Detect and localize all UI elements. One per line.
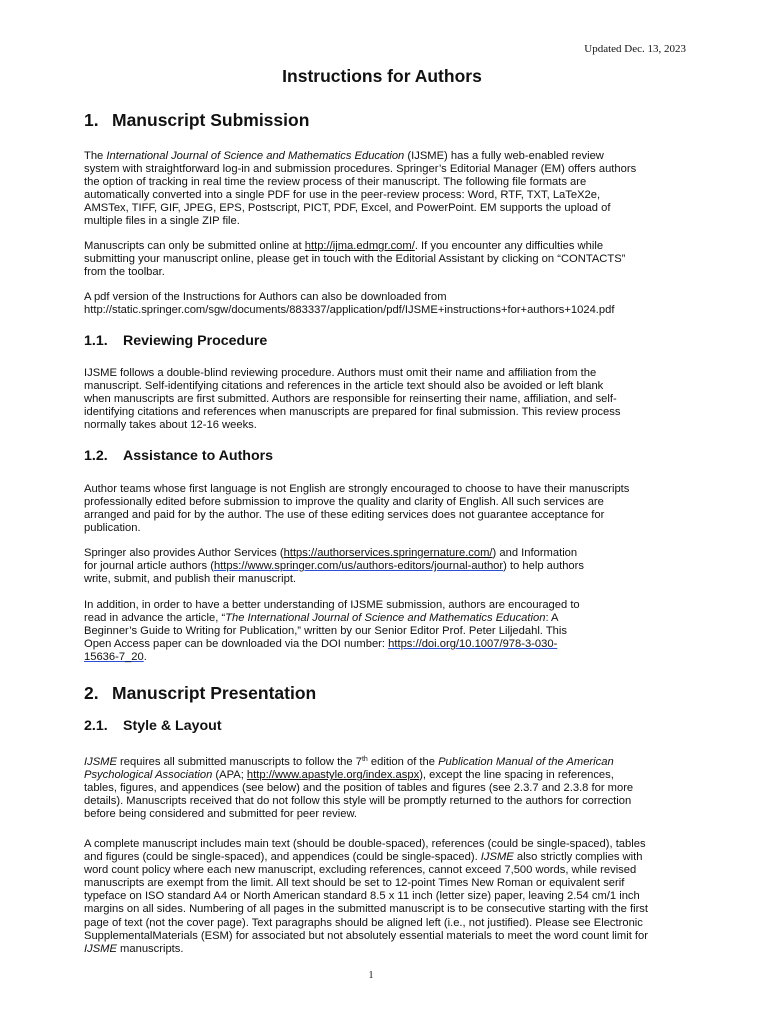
section-heading-manuscript-presentation: 2. Manuscript Presentation: [84, 683, 317, 703]
paragraph-pdf-version: A pdf version of the Instructions for Authors can also be downloaded from http://static.springer.com/sgw/documents/883337/application/pdf/IJSME+instructions+for+authors+1024.pdf: [84, 291, 686, 317]
submission-link[interactable]: http://ijma.edmgr.com/: [304, 240, 415, 252]
journal-author-link[interactable]: https://www.springer.com/us/authors-editors/journal-author: [213, 560, 504, 573]
journal-name: International Journal of Science and Mathematics Education: [106, 150, 405, 162]
apa-style-link[interactable]: http://www.apastyle.org/index.aspx: [246, 769, 420, 782]
paragraph-author-services: Springer also provides Author Services (https://authorservices.springernature.com/) and Information for journal article authors (https://www.springer.com/us/authors-editors/journal-author) to help authors write, submit, and publish their manuscript.: [84, 547, 584, 586]
pdf-url: http://static.springer.com/sgw/documents/883337/application/pdf/IJSME+instructions+for+authors+1024.pdf: [84, 304, 615, 317]
paragraph-intro: The International Journal of Science and Mathematics Education (IJSME) has a fully web-enabled review system with straightforward log-in and submission procedures. Springer’s Editorial Manager (EM) offers authors the option of tracking in real time the review process of their manuscript. The following file formats are automatically converted into a single PDF for use in the peer-review process: Word, RTF, TXT, LaTeX2e, AMSTex, TIFF, GIF, JPEG, EPS, Postscript, PICT, PDF, Excel, and PowerPoint. EM supports the upload of multiple files in a single ZIP file.: [84, 150, 637, 228]
doi-link-continued[interactable]: 15636-7_20: [84, 651, 144, 664]
paragraph-apa-style: IJSME requires all submitted manuscripts to follow the 7th edition of the Publication Manual of the American Psychological Association (APA; http://www.apastyle.org/index.aspx), except the line spacing in references, tables, figures, and appendices (see below) and the position of tables and figures (see 2.3.7 and 2.3.8 for more details). Manuscripts received that do not follow this style will be promptly returned to the authors for correction before being considered and submitted for peer review.: [84, 756, 634, 821]
author-services-link[interactable]: https://authorservices.springernature.com/: [283, 547, 493, 559]
paragraph-editing-services: Author teams whose first language is not English are strongly encouraged to choose to have their manuscripts professionally edited before submission to improve the quality and clarity of English. All such services are arranged and paid for by the author. The use of these editing services does not guarantee acceptance for publication.: [84, 483, 630, 535]
doi-link[interactable]: https://doi.org/10.1007/978-3-030-: [388, 638, 558, 651]
paragraph-reviewing: IJSME follows a double-blind reviewing procedure. Authors must omit their name and affiliation from the manuscript. Self-identifying citations and references in the article text should also be avoided or left blank when manuscripts are first submitted. Authors are responsible for reinserting their name, affiliation, and self- identifying citations and references when manuscripts are prepared for final submission. This review process normally takes about 12-16 weeks.: [84, 367, 621, 432]
subsection-heading-reviewing-procedure: 1.1. Reviewing Procedure: [84, 333, 268, 349]
paragraph-manuscript-requirements: A complete manuscript includes main text (should be double-spaced), references (could be single-spaced), tables and figures (could be single-spaced), and appendices (could be single-spaced). IJSME also strictly complies with word count policy where each new manuscript, excluding references, cannot exceed 7,500 words, while revised manuscripts are exempt from the limit. All text should be set to 12-point Times New Roman or equivalent serif typeface on ISO standard A4 or North American standard 8.5 x 11 inch (letter size) paper, leaving 2.54 cm/1 inch margins on all sides. Numbering of all pages in the submitted manuscript is to be consecutive starting with the first page of text (not the cover page). Text paragraphs should be aligned left (i.e., not justified). Please see Electronic SupplementalMaterials (ESM) for associated but not absolutely essential materials to meet the word count limit for IJSME manuscripts.: [84, 838, 648, 955]
updated-date: Updated Dec. 13, 2023: [584, 43, 686, 55]
paragraph-beginners-guide: In addition, in order to have a better understanding of IJSME submission, authors are encouraged to read in advance the article, “The International Journal of Science and Mathematics Education: A Beginner’s Guide to Writing for Publication,” written by our Senior Editor Prof. Peter Liljedahl. This Open Access paper can be downloaded via the DOI number: https://doi.org/10.1007/978-3-030- 15636-7_20.: [84, 599, 580, 664]
subsection-heading-style-layout: 2.1. Style & Layout: [84, 718, 222, 734]
section-number: 1.: [84, 110, 99, 130]
page-number: 1: [368, 970, 374, 981]
paragraph-online-submission: Manuscripts can only be submitted online at http://ijma.edmgr.com/. If you encounter any difficulties while submitting your manuscript online, please get in touch with the Editorial Assistant by clicking on “CONTACTS” from the toolbar.: [84, 240, 626, 279]
section-heading-manuscript-submission: [84, 110, 310, 130]
subsection-heading-assistance: 1.2. Assistance to Authors: [84, 448, 274, 464]
section-title: Manuscript Submission: [112, 110, 310, 130]
document-title: Instructions for Authors: [282, 66, 482, 86]
